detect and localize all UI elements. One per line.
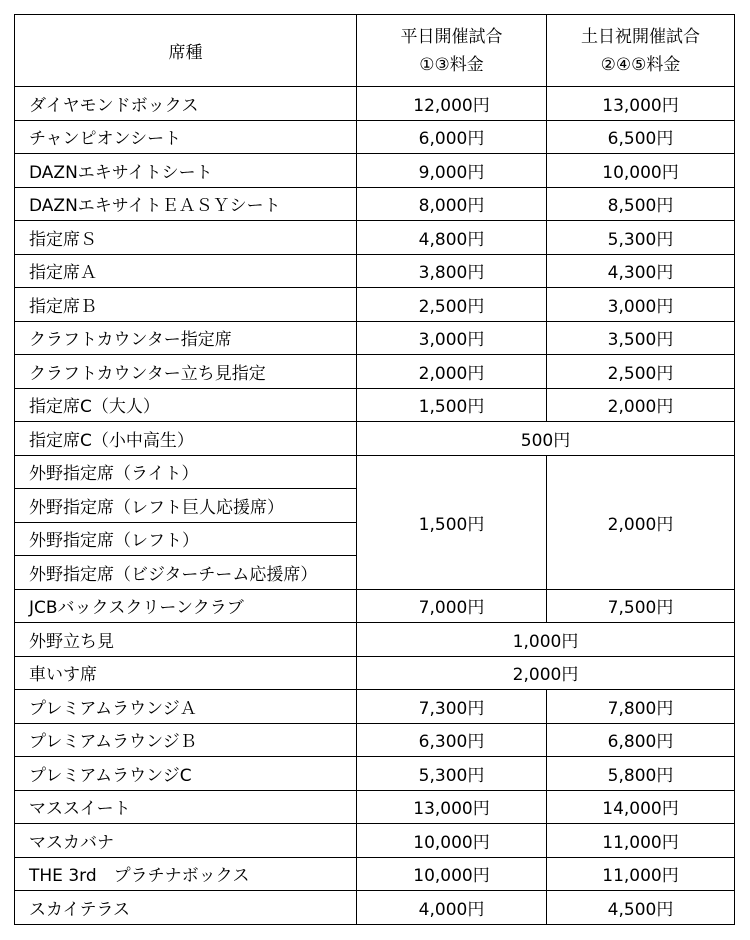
seat-name: マスカバナ bbox=[15, 824, 357, 858]
holiday-price: 4,300円 bbox=[547, 254, 735, 288]
header-weekday-price bbox=[357, 15, 547, 87]
weekday-price: 5,300円 bbox=[357, 757, 547, 791]
weekday-price: 1,500円 bbox=[357, 388, 547, 422]
weekday-price: 10,000円 bbox=[357, 857, 547, 891]
holiday-price: 5,300円 bbox=[547, 221, 735, 255]
holiday-price: 6,500円 bbox=[547, 120, 735, 154]
holiday-price: 7,500円 bbox=[547, 589, 735, 623]
weekday-price: 2,000円 bbox=[357, 355, 547, 389]
weekday-price: 12,000円 bbox=[357, 87, 547, 121]
table-row bbox=[15, 221, 735, 255]
weekday-price: 6,000円 bbox=[357, 120, 547, 154]
table-row bbox=[15, 288, 735, 322]
table-row bbox=[15, 824, 735, 858]
shared-price: 1,000円 bbox=[357, 623, 735, 657]
seat-name: 指定席C（大人） bbox=[15, 388, 357, 422]
weekday-price: 8,000円 bbox=[357, 187, 547, 221]
table-row bbox=[15, 154, 735, 188]
weekday-price: 4,000円 bbox=[357, 891, 547, 925]
weekday-price: 13,000円 bbox=[357, 790, 547, 824]
seat-name: 車いす席 bbox=[15, 656, 357, 690]
holiday-price: 11,000円 bbox=[547, 824, 735, 858]
table-row bbox=[15, 388, 735, 422]
holiday-price: 10,000円 bbox=[547, 154, 735, 188]
table-row bbox=[15, 857, 735, 891]
header-holiday-price bbox=[547, 15, 735, 87]
holiday-price: 7,800円 bbox=[547, 690, 735, 724]
weekday-price: 2,500円 bbox=[357, 288, 547, 322]
seat-name: 外野指定席（レフト巨人応援席） bbox=[15, 489, 357, 523]
table-row bbox=[15, 690, 735, 724]
seat-name: 指定席Ｓ bbox=[15, 221, 357, 255]
weekday-price: 4,800円 bbox=[357, 221, 547, 255]
weekday-price: 9,000円 bbox=[357, 154, 547, 188]
header-weekday-title: 平日開催試合 bbox=[400, 26, 503, 47]
holiday-price: 11,000円 bbox=[547, 857, 735, 891]
holiday-price: 5,800円 bbox=[547, 757, 735, 791]
weekday-price: 3,800円 bbox=[357, 254, 547, 288]
holiday-price: 6,800円 bbox=[547, 723, 735, 757]
table-row bbox=[15, 120, 735, 154]
table-row bbox=[15, 790, 735, 824]
seat-name: プレミアムラウンジＢ bbox=[15, 723, 357, 757]
holiday-price: 13,000円 bbox=[547, 87, 735, 121]
table-row bbox=[15, 757, 735, 791]
holiday-price: 14,000円 bbox=[547, 790, 735, 824]
table-row bbox=[15, 589, 735, 623]
table-row bbox=[15, 321, 735, 355]
seat-name: マススイート bbox=[15, 790, 357, 824]
seat-name: DAZNエキサイトＥＡＳＹシート bbox=[15, 187, 357, 221]
weekday-price: 3,000円 bbox=[357, 321, 547, 355]
header-weekday-subtitle: ①③料金 bbox=[419, 54, 484, 75]
table-row bbox=[15, 623, 735, 657]
weekday-price: 10,000円 bbox=[357, 824, 547, 858]
seat-name: 外野指定席（ライト） bbox=[15, 455, 357, 489]
seat-name: プレミアムラウンジC bbox=[15, 757, 357, 791]
holiday-price: 2,500円 bbox=[547, 355, 735, 389]
weekday-price: 6,300円 bbox=[357, 723, 547, 757]
header-holiday-subtitle: ②④⑤料金 bbox=[600, 54, 681, 75]
seat-name: クラフトカウンター指定席 bbox=[15, 321, 357, 355]
holiday-price: 2,000円 bbox=[547, 455, 735, 589]
table-row bbox=[15, 355, 735, 389]
seat-name: 外野指定席（レフト） bbox=[15, 522, 357, 556]
seat-name: DAZNエキサイトシート bbox=[15, 154, 357, 188]
seat-name: 外野立ち見 bbox=[15, 623, 357, 657]
seat-name: クラフトカウンター立ち見指定 bbox=[15, 355, 357, 389]
seat-name: 指定席Ａ bbox=[15, 254, 357, 288]
table-row bbox=[15, 254, 735, 288]
seat-name: スカイテラス bbox=[15, 891, 357, 925]
header-row bbox=[15, 15, 735, 87]
shared-price: 500円 bbox=[357, 422, 735, 456]
seat-name: THE 3rd プラチナボックス bbox=[15, 857, 357, 891]
weekday-price: 7,300円 bbox=[357, 690, 547, 724]
table-row bbox=[15, 656, 735, 690]
table-row bbox=[15, 723, 735, 757]
seat-name: チャンピオンシート bbox=[15, 120, 357, 154]
seat-name: プレミアムラウンジＡ bbox=[15, 690, 357, 724]
ticket-price-table bbox=[14, 14, 735, 925]
seat-name: JCBバックスクリーンクラブ bbox=[15, 589, 357, 623]
seat-name: 外野指定席（ビジターチーム応援席） bbox=[15, 556, 357, 590]
seat-name: ダイヤモンドボックス bbox=[15, 87, 357, 121]
holiday-price: 8,500円 bbox=[547, 187, 735, 221]
holiday-price: 3,500円 bbox=[547, 321, 735, 355]
seat-name: 指定席Ｂ bbox=[15, 288, 357, 322]
table-row bbox=[15, 422, 735, 456]
holiday-price: 2,000円 bbox=[547, 388, 735, 422]
weekday-price: 1,500円 bbox=[357, 455, 547, 589]
table-row bbox=[15, 891, 735, 925]
table-row bbox=[15, 87, 735, 121]
shared-price: 2,000円 bbox=[357, 656, 735, 690]
holiday-price: 4,500円 bbox=[547, 891, 735, 925]
weekday-price: 7,000円 bbox=[357, 589, 547, 623]
holiday-price: 3,000円 bbox=[547, 288, 735, 322]
seat-name: 指定席C（小中高生） bbox=[15, 422, 357, 456]
header-seat-type: 席種 bbox=[15, 15, 357, 87]
table-row bbox=[15, 187, 735, 221]
header-holiday-title: 土日祝開催試合 bbox=[581, 26, 700, 47]
table-row bbox=[15, 455, 735, 489]
